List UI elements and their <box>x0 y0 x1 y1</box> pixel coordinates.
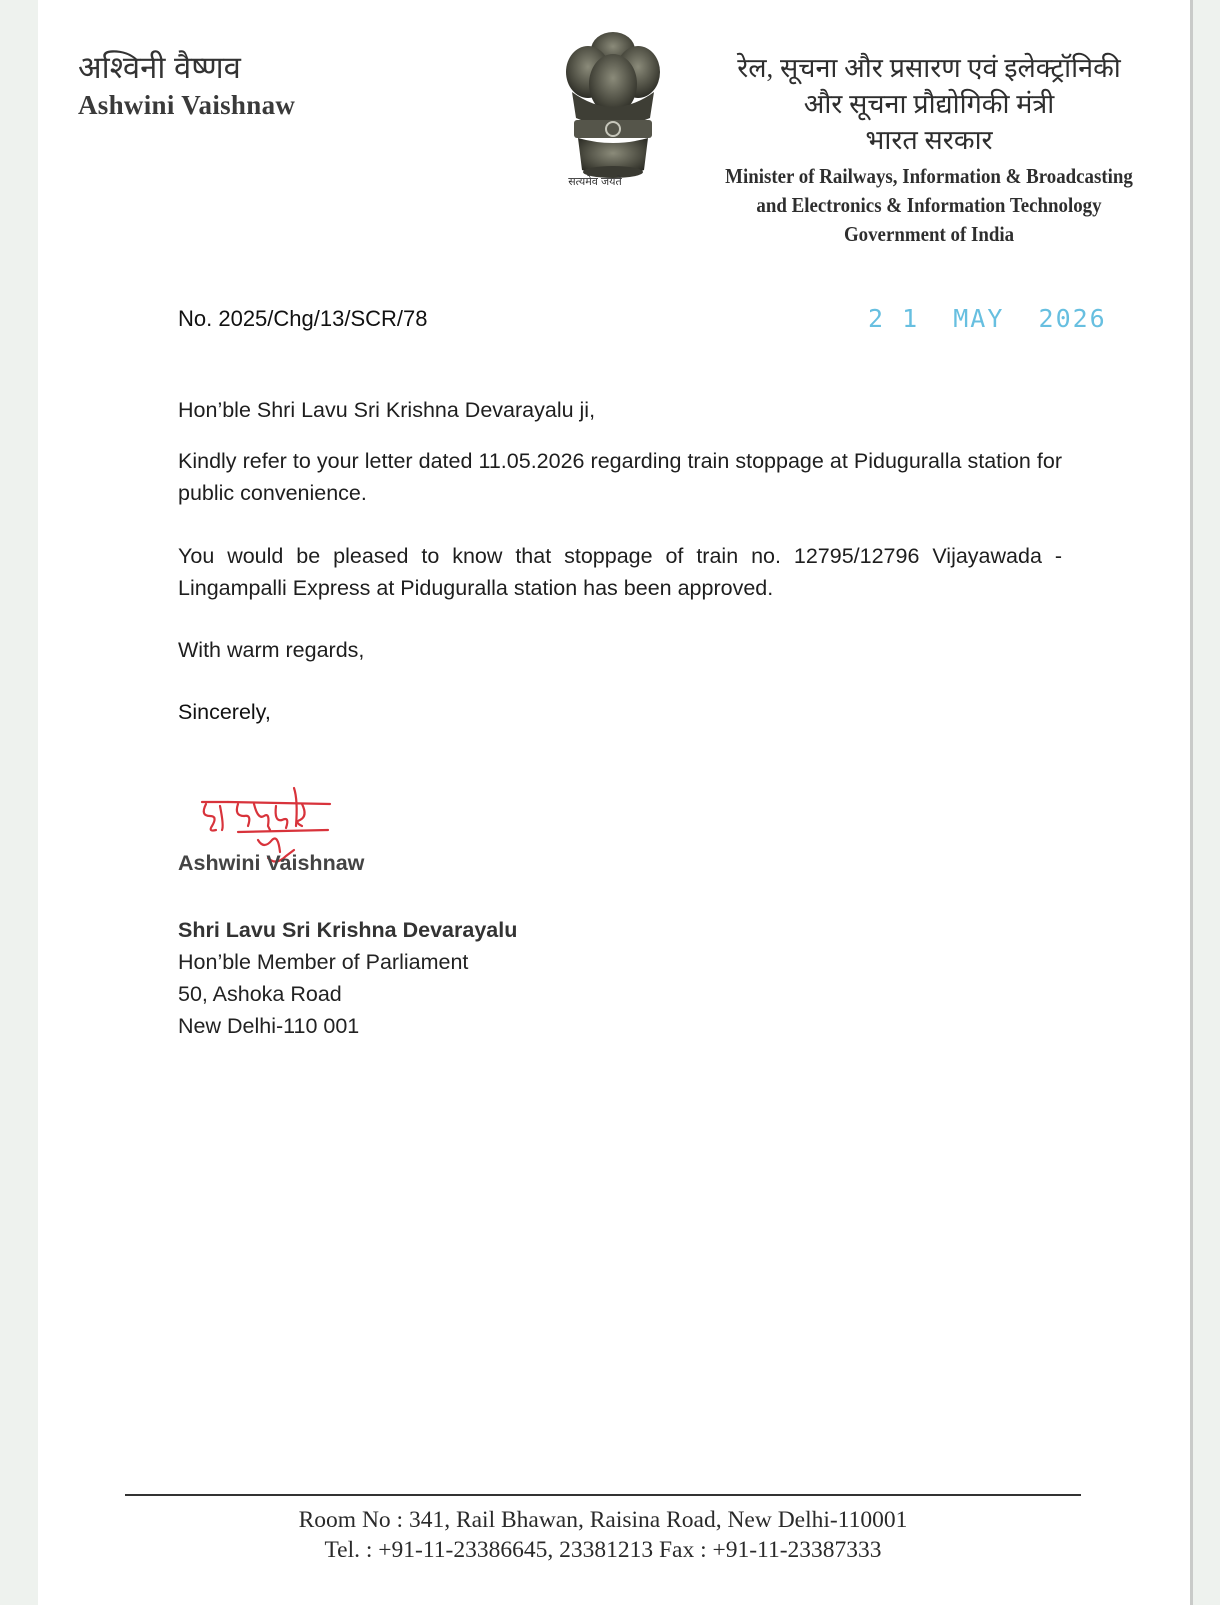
footer-contact <box>125 1505 1081 1565</box>
minister-name-english: Ashwini Vaishnaw <box>78 90 296 120</box>
recipient-address-line-1: 50, Ashoka Road <box>178 982 342 1006</box>
office-hindi-line-3: भारत सरकार <box>865 125 993 155</box>
sign-off: Sincerely, <box>178 700 271 724</box>
page-edge-shadow <box>1190 0 1193 1605</box>
reference-number: No. 2025/Chg/13/SCR/78 <box>178 306 428 331</box>
date-stamp: 2 1 MAY 2026 <box>868 304 1107 333</box>
warm-regards: With warm regards, <box>178 638 365 662</box>
ministry-designation <box>700 50 1158 249</box>
footer-phone-fax: Tel. : +91-11-23386645, 23381213 Fax : +91-11-23387333 <box>324 1537 882 1563</box>
body-paragraph-1: Kindly refer to your letter dated 11.05.2026 regarding train stoppage at Piduguralla station for public convenience. <box>178 449 1062 505</box>
office-english-line-3: Government of India <box>843 222 1015 246</box>
footer-address: Room No : 341, Rail Bhawan, Raisina Road, New Delhi-110001 <box>298 1507 908 1533</box>
recipient-name: Shri Lavu Sri Krishna Devarayalu <box>178 918 518 942</box>
national-emblem-icon <box>558 22 668 194</box>
body-paragraph-2: You would be pleased to know that stoppage of train no. 12795/12796 Vijayawada - Lingampalli Express at Piduguralla station has been approved. <box>178 544 1062 600</box>
office-english-line-1: Minister of Railways, Information & Broadcasting <box>725 164 1133 188</box>
office-hindi-line-1: रेल, सूचना और प्रसारण एवं इलेक्ट्रॉनिकी <box>737 53 1121 83</box>
minister-name-hindi: अश्विनी वैष्णव <box>78 50 241 85</box>
footer-divider <box>125 1494 1081 1496</box>
signatory-name: Ashwini Vaishnaw <box>178 851 365 875</box>
office-english-line-2: and Electronics & Information Technology <box>756 193 1102 217</box>
recipient-designation: Hon’ble Member of Parliament <box>178 950 469 974</box>
recipient-address <box>178 914 517 1042</box>
office-hindi-line-2: और सूचना प्रौद्योगिकी मंत्री <box>803 89 1055 119</box>
recipient-address-line-2: New Delhi-110 001 <box>178 1014 360 1038</box>
salutation: Hon’ble Shri Lavu Sri Krishna Devarayalu ji, <box>178 398 596 422</box>
emblem-motto: सत्यमेव जयते <box>568 176 622 188</box>
